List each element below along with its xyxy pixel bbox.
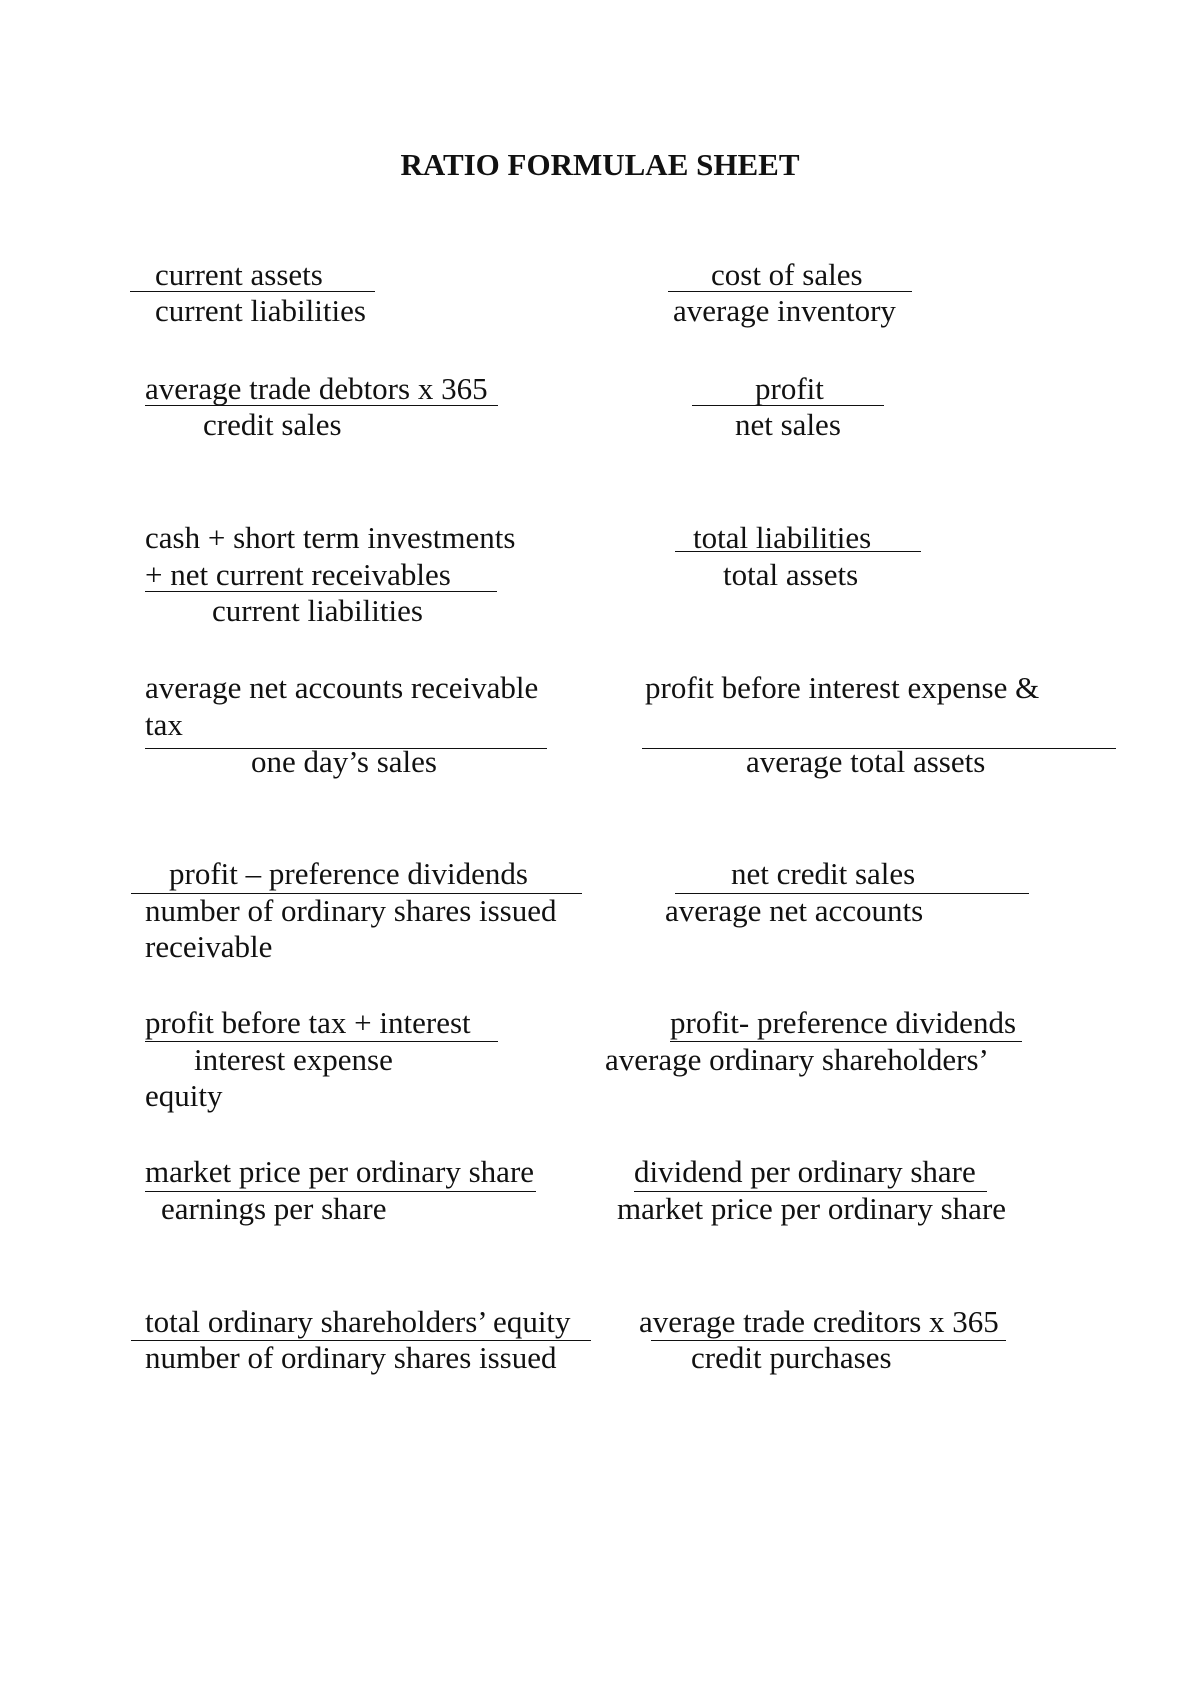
denominator: average total assets [746, 744, 986, 779]
numerator: profit before interest expense & [645, 670, 1040, 705]
denominator: current liabilities [212, 593, 423, 628]
denominator-line-1: number of ordinary shares issued [145, 893, 557, 928]
denominator: credit purchases [691, 1340, 892, 1375]
numerator: market price per ordinary share [145, 1154, 535, 1189]
numerator: profit [755, 371, 824, 406]
fraction-bar [145, 591, 497, 592]
numerator-line-2: + net current receivables [145, 557, 451, 592]
denominator-line-2: equity [145, 1078, 223, 1113]
denominator: current liabilities [155, 293, 366, 328]
denominator-line-1: interest expense [194, 1042, 393, 1077]
fraction-bar [692, 405, 884, 406]
denominator-line-2: receivable [145, 929, 273, 964]
denominator: market price per ordinary share [617, 1191, 1007, 1226]
numerator: average trade creditors x 365 [639, 1304, 999, 1339]
numerator-line-1: average net accounts receivable [145, 670, 539, 705]
denominator: total assets [723, 557, 859, 592]
numerator: profit- preference dividends [670, 1005, 1017, 1040]
numerator-line-2: tax [145, 707, 183, 742]
page-title: RATIO FORMULAE SHEET [400, 147, 800, 182]
numerator: current assets [155, 257, 323, 292]
numerator-line-1: cash + short term investments [145, 520, 516, 555]
numerator: average trade debtors x 365 [145, 371, 488, 406]
numerator: net credit sales [731, 856, 916, 891]
denominator: average net accounts [665, 893, 924, 928]
numerator: profit – preference dividends [169, 856, 528, 891]
numerator: total ordinary shareholders’ equity [145, 1304, 571, 1339]
fraction-bar [130, 291, 375, 292]
fraction-bar [145, 405, 498, 406]
denominator: average ordinary shareholders’ [605, 1042, 989, 1077]
denominator: one day’s sales [251, 744, 437, 779]
fraction-bar [675, 551, 921, 552]
numerator: dividend per ordinary share [634, 1154, 976, 1189]
denominator: net sales [735, 407, 841, 442]
denominator: credit sales [203, 407, 342, 442]
fraction-bar [668, 291, 912, 292]
denominator: earnings per share [161, 1191, 387, 1226]
numerator: cost of sales [711, 257, 863, 292]
denominator: average inventory [673, 293, 896, 328]
numerator: total liabilities [693, 520, 872, 555]
numerator: profit before tax + interest [145, 1005, 471, 1040]
denominator: number of ordinary shares issued [145, 1340, 557, 1375]
